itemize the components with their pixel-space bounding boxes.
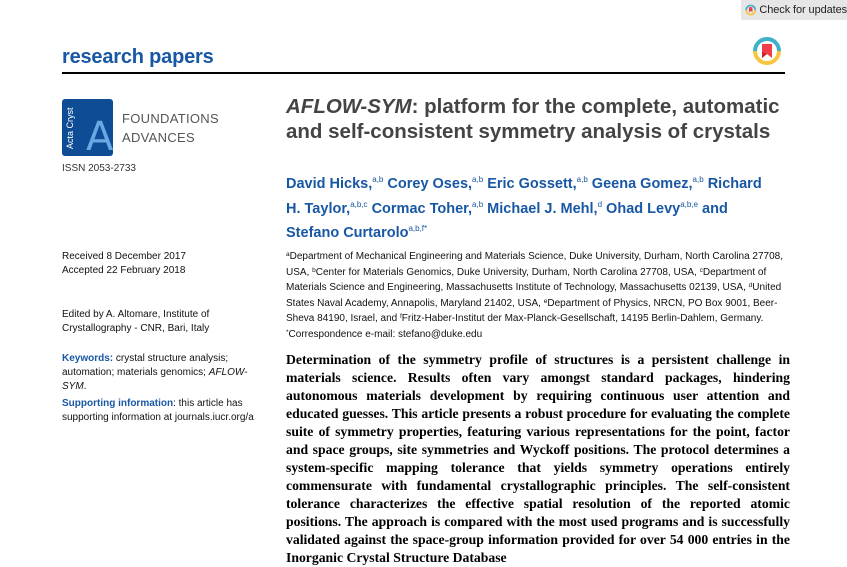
paper-title: [286, 94, 796, 144]
abstract: Determination of the symmetry profile of structures is a persistent challenge in materials science. Results often vary amongst standard packages, hindering autonomous materials development by requiring continuous user attention and educated guesses. This article presents a robust procedure for evaluating the complete suite of symmetry properties, featuring various representations for the point, factor and space groups, site symmetries and Wyckoff positions. The protocol determines a system-specific mapping tolerance that yields symmetry operations entirely commensurate with fundamental crystallographic principles. The self-consistent tolerance characterizes the effective spatial resolution of the reported atomic positions. The approach is compared with the most used programs and is successfully validated against the space-group information provided for over 54 000 entries in the Inorganic Crystal Structure Database: [286, 352, 790, 565]
check-for-updates-button[interactable]: [741, 0, 847, 20]
check-for-updates-label: Check for updates: [759, 4, 847, 16]
crossmark-icon: [745, 3, 756, 17]
journal-name-line2: ADVANCES: [122, 130, 195, 145]
crossmark-button[interactable]: [752, 36, 782, 73]
journal-name: [122, 109, 219, 147]
section-title: research papers: [62, 46, 214, 68]
affiliation: Fritz-Haber-Institut der Max-Planck-Gesellschaft, 14195 Berlin-Dahlem, Germany.: [401, 313, 764, 324]
received-date: Received 8 December 2017: [62, 251, 186, 262]
crossmark-icon: [752, 36, 782, 68]
author[interactable]: Richard H. Taylor,$^{a,b,c}$: [286, 176, 762, 217]
affiliation: Department of Mechanical Engineering and Materials Science, Duke University, Durham, North Carolina 27708, USA,: [286, 251, 784, 278]
affiliation: Center for Materials Genomics, Duke University, Durham, North Carolina 27708, USA,: [315, 266, 700, 278]
correspondence-email[interactable]: Correspondence e-mail: stefano@duke.edu: [288, 328, 483, 340]
author[interactable]: Ohad Levy$^{a,b,e}$: [602, 199, 698, 217]
supporting-info-text: : this article has supporting information at journals.iucr.org/a: [62, 398, 254, 423]
author[interactable]: David Hicks,$^{a,b}$: [286, 175, 384, 192]
keywords: Keywords: crystal structure analysis; automation; materials genomics; AFLOW-SYM.: [62, 353, 248, 392]
affiliation: Department of Materials Science and Engineering, Massachusetts Institute of Technology, Massachusetts 02139, USA,: [286, 266, 767, 293]
supporting-information: [62, 397, 262, 425]
affiliation: United States Naval Academy, Annapolis, Maryland 21402, USA,: [286, 282, 782, 309]
issn: ISSN 2053-2733: [62, 163, 136, 174]
author[interactable]: Geena Gomez,$^{a,b}$: [587, 175, 704, 192]
supporting-info-label[interactable]: Supporting information: [62, 398, 174, 409]
author-list: [286, 170, 776, 244]
logo-letter: A: [86, 114, 113, 156]
paper-title-italic: AFLOW-SYM: [286, 95, 412, 118]
author[interactable]: Michael J. Mehl,$^d$: [483, 199, 603, 217]
accepted-date: Accepted 22 February 2018: [62, 265, 186, 276]
journal-logo: [62, 99, 113, 156]
header-divider: [62, 72, 785, 74]
keywords-label: Keywords:: [62, 353, 114, 364]
author[interactable]: Corey Oses,$^{a,b}$: [383, 175, 484, 192]
edited-by: Edited by A. Altomare, Institute of Crystallography - CNR, Bari, Italy: [62, 309, 210, 334]
affiliation: Department of Physics, NRCN, PO Box 9001, Beer-Sheva 84190, Israel, and: [286, 297, 778, 324]
paper-title-rest: : platform for the complete, automatic and self-consistent symmetry analysis of crystals: [286, 95, 780, 143]
affiliations: $^a$Department of Mechanical Engineering and Materials Science, Duke University, Durham, North Carolina 27708, USA, $^b$Center for Materials Genomics, Duke University, Durham, North Carolina 27708, USA, $^c$Department of Materials Science and Engineering, Massachusetts Institute of Technology, Massachusetts 02139, USA, $^d$United States Naval Academy, Annapolis, Maryland 21402, USA, $^e$Department of Physics, NRCN, PO Box 9001, Beer-Sheva 84190, Israel, and $^f$Fritz-Haber-Institut der Max-Planck-Gesellschaft, 14195 Berlin-Dahlem, Germany. *Correspondence e-mail: stefano@duke.edu: [286, 251, 784, 340]
author[interactable]: Cormac Toher,$^{a,b}$: [367, 199, 484, 217]
author[interactable]: and Stefano Curtarolo$^{a,b,f*}$: [286, 200, 728, 241]
logo-vertical-text: Acta Cryst: [65, 107, 75, 149]
journal-name-line1: FOUNDATIONS: [122, 111, 219, 126]
author[interactable]: Eric Gossett,$^{a,b}$: [483, 175, 588, 192]
